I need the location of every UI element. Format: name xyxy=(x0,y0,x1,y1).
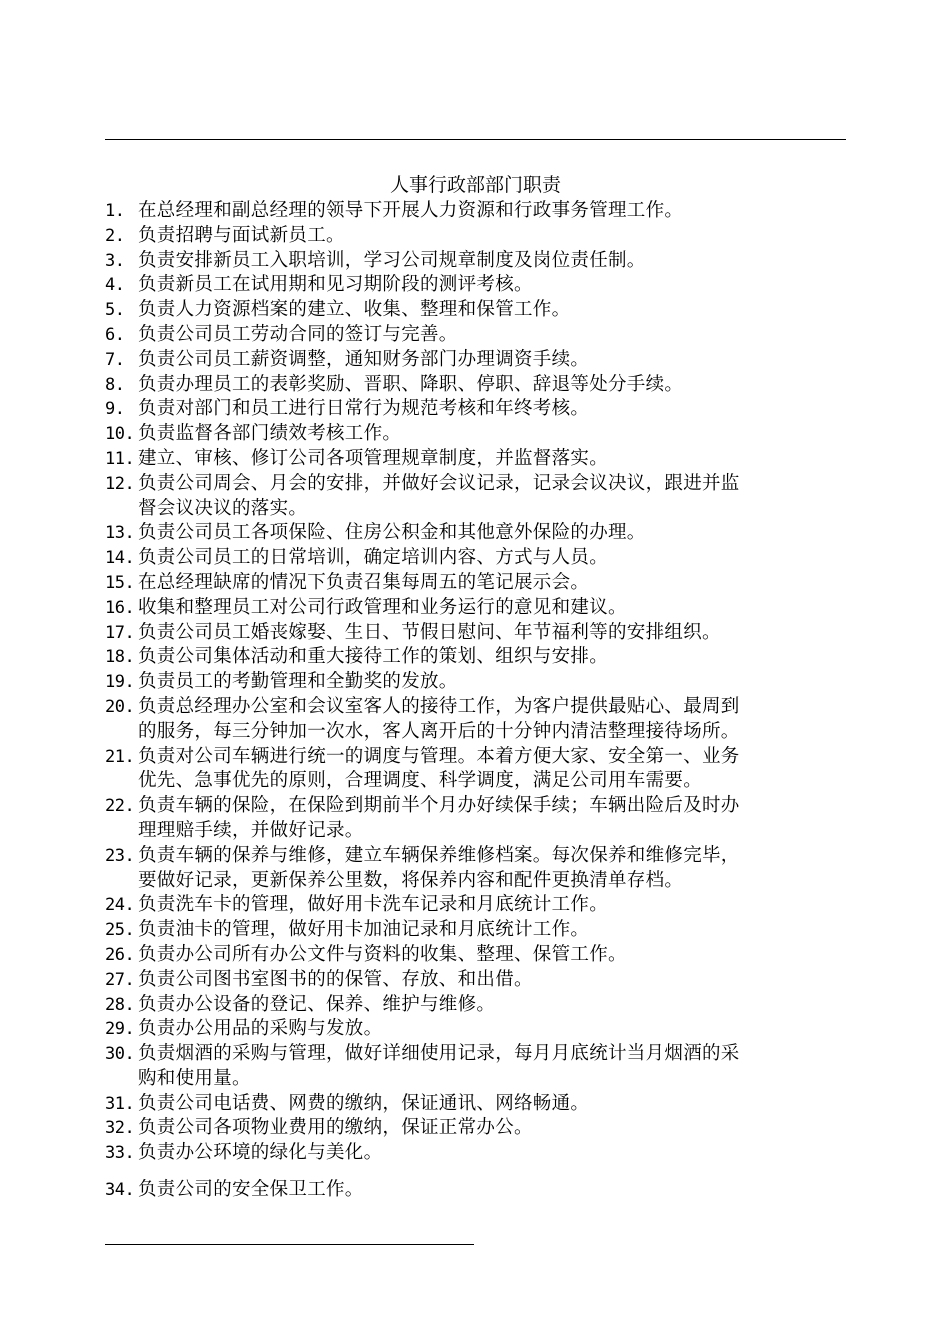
duty-item xyxy=(105,273,847,298)
duty-item-text: 负责烟酒的采购与管理，做好详细使用记录，每月月底统计当月烟酒的采 xyxy=(138,1043,740,1065)
duty-item xyxy=(105,397,847,422)
duty-item-text: 负责办理员工的表彰奖励、晋职、降职、停职、辞退等处分手续。 xyxy=(138,373,684,395)
header-rule xyxy=(105,139,846,140)
duty-item-text: 负责车辆的保养与维修，建立车辆保养维修档案。每次保养和维修完毕， xyxy=(138,844,740,866)
duty-item xyxy=(105,918,847,943)
duty-item-number: 22. xyxy=(105,796,135,817)
duty-item xyxy=(105,224,847,249)
duty-item-number: 5. xyxy=(105,300,125,321)
duty-item-number: 31. xyxy=(105,1093,135,1114)
duty-item-text: 负责公司员工各项保险、住房公积金和其他意外保险的办理。 xyxy=(138,522,646,544)
duty-item xyxy=(105,1042,847,1092)
duty-item-number: 2. xyxy=(105,225,125,246)
duty-item-number: 28. xyxy=(105,994,135,1015)
duty-item-number: 10. xyxy=(105,424,135,445)
duty-item xyxy=(105,844,847,894)
duty-item-text: 建立、审核、修订公司各项管理规章制度，并监督落实。 xyxy=(138,447,609,469)
duty-item-number: 7. xyxy=(105,349,125,370)
duty-item xyxy=(105,521,847,546)
duty-item-number: 17. xyxy=(105,622,135,643)
duty-item xyxy=(105,546,847,571)
duty-item-text: 负责办公设备的登记、保养、维护与维修。 xyxy=(138,993,496,1015)
duty-item xyxy=(105,447,847,472)
duty-item xyxy=(105,1092,847,1117)
duty-item xyxy=(105,745,847,795)
duty-item-number: 27. xyxy=(105,969,135,990)
duty-item-text: 负责公司员工劳动合同的签订与完善。 xyxy=(138,323,458,345)
duty-item xyxy=(105,943,847,968)
duty-item-text: 负责人力资源档案的建立、收集、整理和保管工作。 xyxy=(138,299,571,321)
duty-item xyxy=(105,1178,847,1203)
duty-item-text: 在总经理和副总经理的领导下开展人力资源和行政事务管理工作。 xyxy=(138,200,684,221)
duty-item xyxy=(105,571,847,596)
duty-item-text: 在总经理缺席的情况下负责召集每周五的笔记展示会。 xyxy=(138,571,590,593)
duty-item-text: 负责公司周会、月会的安排，并做好会议记录，记录会议决议，跟进并监 xyxy=(138,472,740,494)
duty-item-text: 负责油卡的管理，做好用卡加油记录和月底统计工作。 xyxy=(138,919,590,941)
duty-item-number: 29. xyxy=(105,1019,135,1040)
duty-item-text: 负责洗车卡的管理，做好用卡洗车记录和月底统计工作。 xyxy=(138,894,609,916)
duty-item xyxy=(105,373,847,398)
duty-item-text: 负责公司集体活动和重大接待工作的策划、组织与安排。 xyxy=(138,646,609,668)
duty-item-text: 负责公司的安全保卫工作。 xyxy=(138,1179,364,1201)
duty-item xyxy=(105,348,847,373)
duty-item xyxy=(105,472,847,522)
duty-item-text: 要做好记录，更新保养公里数，将保养内容和配件更换清单存档。 xyxy=(138,869,684,891)
duty-item xyxy=(105,323,847,348)
duty-item-number: 16. xyxy=(105,597,135,618)
duty-item-number: 3. xyxy=(105,250,125,271)
duty-item-number: 12. xyxy=(105,473,135,494)
duty-item-number: 34. xyxy=(105,1180,135,1201)
duty-item-number: 32. xyxy=(105,1118,135,1139)
duty-item-number: 21. xyxy=(105,746,135,767)
duty-item-text: 优先、急事优先的原则，合理调度、科学调度，满足公司用车需要。 xyxy=(138,770,703,792)
duty-item xyxy=(105,1141,847,1166)
duty-item-number: 6. xyxy=(105,324,125,345)
duty-item-text: 负责办公用品的采购与发放。 xyxy=(138,1018,383,1040)
duty-item-text: 收集和整理员工对公司行政管理和业务运行的意见和建议。 xyxy=(138,596,627,618)
duty-item xyxy=(105,1017,847,1042)
duty-item-text: 的服务，每三分钟加一次水，客人离开后的十分钟内清洁整理接待场所。 xyxy=(138,720,740,742)
duty-item-text: 负责公司各项物业费用的缴纳，保证正常办公。 xyxy=(138,1117,533,1139)
duty-item-text: 购和使用量。 xyxy=(138,1067,251,1089)
duty-item xyxy=(105,645,847,670)
duty-item-number: 4. xyxy=(105,275,125,296)
duty-item-text: 负责公司员工薪资调整，通知财务部门办理调资手续。 xyxy=(138,348,590,370)
duty-item xyxy=(105,298,847,323)
duty-item-text: 负责新员工在试用期和见习期阶段的测评考核。 xyxy=(138,274,533,296)
duty-item xyxy=(105,993,847,1018)
duty-item-text: 负责公司员工婚丧嫁娶、生日、节假日慰问、年节福利等的安排组织。 xyxy=(138,621,721,643)
duty-item-number: 8. xyxy=(105,374,125,395)
duty-item-text: 负责对部门和员工进行日常行为规范考核和年终考核。 xyxy=(138,398,590,420)
duty-item xyxy=(105,794,847,844)
duty-item-text: 负责招聘与面试新员工。 xyxy=(138,224,345,246)
duty-item xyxy=(105,249,847,274)
duty-item xyxy=(105,968,847,993)
duty-item-number: 23. xyxy=(105,845,135,866)
duty-item-number: 26. xyxy=(105,944,135,965)
duty-item xyxy=(105,199,847,224)
duty-item-text: 督会议决议的落实。 xyxy=(138,497,308,519)
duty-item-text: 理理赔手续，并做好记录。 xyxy=(138,819,364,841)
duty-item-number: 1. xyxy=(105,201,125,221)
duty-list xyxy=(105,199,847,1203)
duty-item xyxy=(105,893,847,918)
duty-item-number: 13. xyxy=(105,523,135,544)
document-title: 人事行政部部门职责 xyxy=(389,174,561,196)
duty-item-text: 负责办公环境的绿化与美化。 xyxy=(138,1142,383,1164)
duty-item-text: 负责公司图书室图书的的保管、存放、和出借。 xyxy=(138,968,533,990)
duty-item-text: 负责员工的考勤管理和全勤奖的发放。 xyxy=(138,671,458,693)
footer-rule xyxy=(105,1244,474,1245)
duty-item-number: 30. xyxy=(105,1044,135,1065)
duty-item xyxy=(105,670,847,695)
duty-item-text: 负责车辆的保险，在保险到期前半个月办好续保手续；车辆出险后及时办 xyxy=(138,795,740,817)
duty-item-text: 负责对公司车辆进行统一的调度与管理。本着方便大家、安全第一、业务 xyxy=(138,745,740,767)
duty-item-number: 24. xyxy=(105,895,135,916)
duty-item-number: 25. xyxy=(105,920,135,941)
duty-item-text: 负责总经理办公室和会议室客人的接待工作，为客户提供最贴心、最周到 xyxy=(138,695,740,717)
duty-item-number: 20. xyxy=(105,696,135,717)
duty-item xyxy=(105,621,847,646)
duty-item-number: 19. xyxy=(105,672,135,693)
duty-item-number: 18. xyxy=(105,647,135,668)
duty-item-text: 负责安排新员工入职培训，学习公司规章制度及岗位责任制。 xyxy=(138,249,646,271)
duty-item-number: 14. xyxy=(105,548,135,569)
duty-item xyxy=(105,695,847,745)
duty-item xyxy=(105,596,847,621)
duty-item-number: 15. xyxy=(105,572,135,593)
duty-item-number: 9. xyxy=(105,399,125,420)
duty-item-number: 11. xyxy=(105,448,135,469)
duty-item-text: 负责公司员工的日常培训，确定培训内容、方式与人员。 xyxy=(138,547,609,569)
duty-item xyxy=(105,1116,847,1141)
duty-item-text: 负责监督各部门绩效考核工作。 xyxy=(138,423,402,445)
duty-item-text: 负责公司电话费、网费的缴纳，保证通讯、网络畅通。 xyxy=(138,1092,590,1114)
duty-item-number: 33. xyxy=(105,1143,135,1164)
duty-item-text: 负责办公司所有办公文件与资料的收集、整理、保管工作。 xyxy=(138,943,627,965)
duty-item xyxy=(105,422,847,447)
